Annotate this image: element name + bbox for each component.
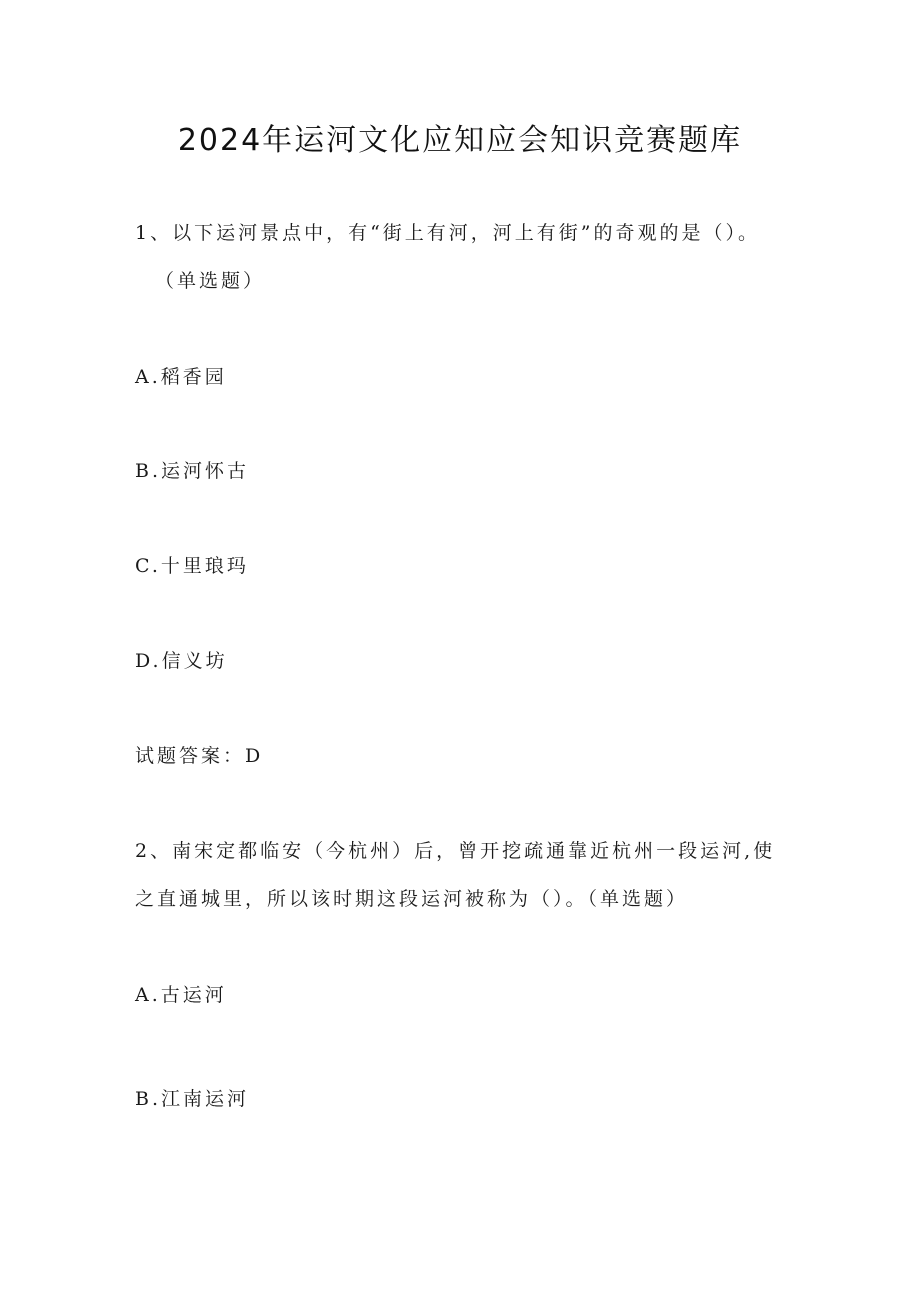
- question-2-stem-line-1: 2、南宋定都临安（今杭州）后，曾开挖疏通靠近杭州一段运河,使: [135, 840, 776, 862]
- question-1-answer: 试题答案：D: [135, 745, 264, 767]
- question-2-stem-line-2: 之直通城里，所以该时期这段运河被称为（）。（单选题）: [135, 888, 689, 910]
- question-1-option-a: A.稻香园: [135, 366, 227, 388]
- question-2-option-a: A.古运河: [135, 984, 227, 1006]
- document-title: 2024年运河文化应知应会知识竞赛题库: [177, 123, 743, 158]
- question-1-option-c: C.十里琅玛: [135, 555, 249, 577]
- question-1-option-d: D.信义坊: [135, 650, 228, 672]
- question-1-stem-line-2: （单选题）: [155, 270, 266, 292]
- question-1-option-b: B.运河怀古: [135, 460, 250, 482]
- question-1-stem-line-1: 1、以下运河景点中，有“街上有河，河上有街”的奇观的是（）。: [135, 222, 761, 244]
- question-2-option-b: B.江南运河: [135, 1088, 250, 1110]
